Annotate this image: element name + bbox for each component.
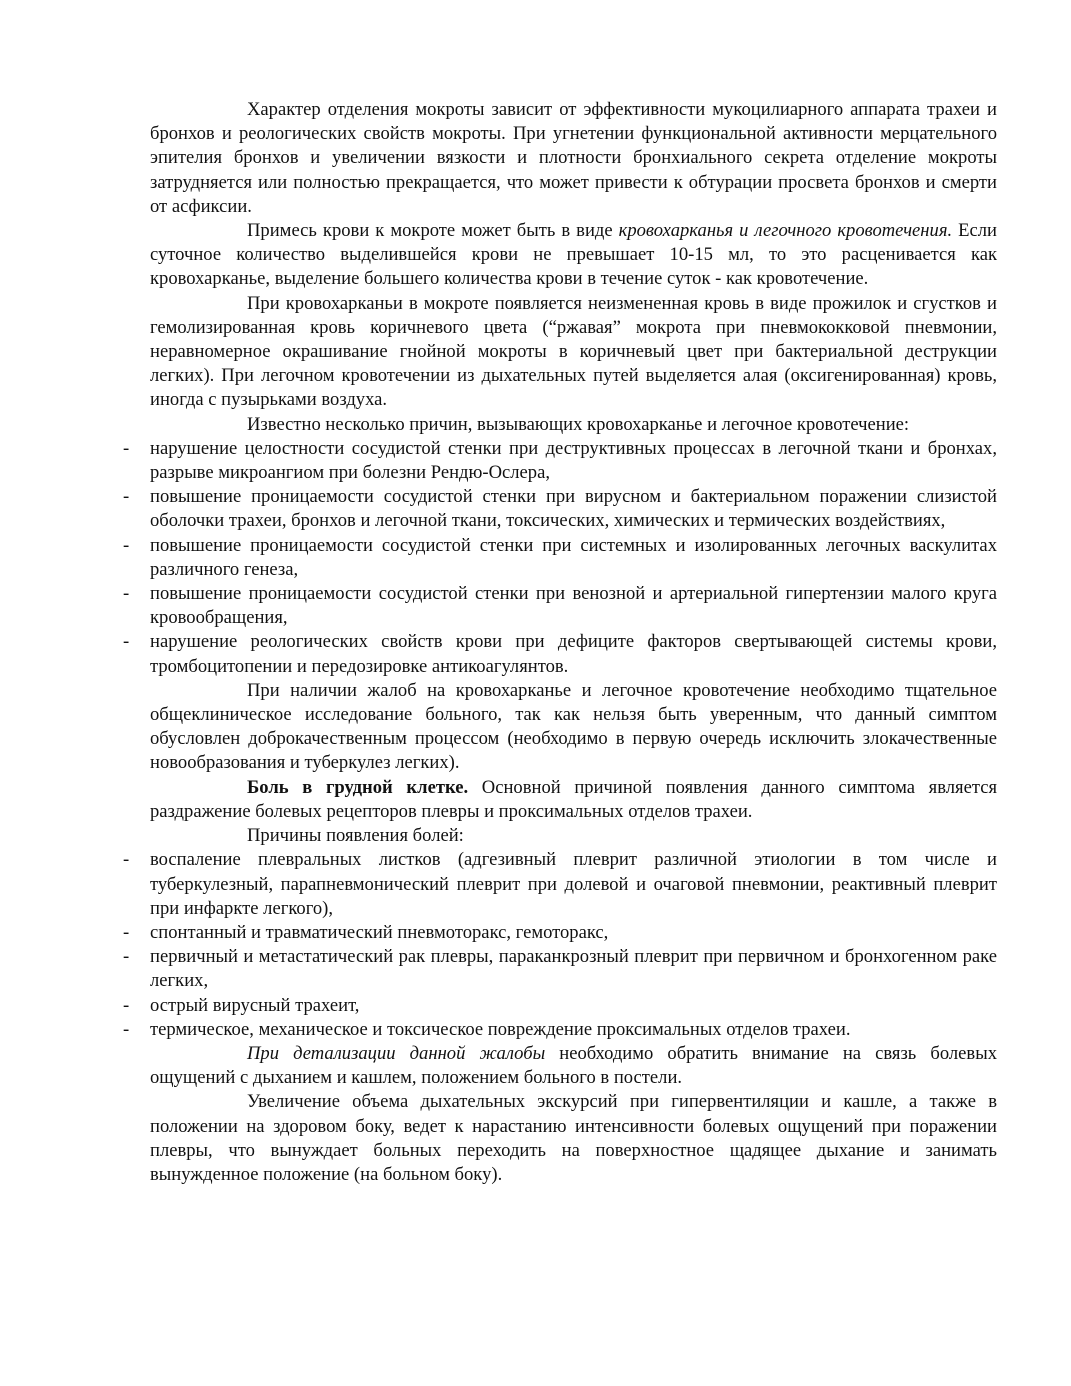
list-item xyxy=(123,534,997,582)
pain-causes-list xyxy=(123,848,997,1042)
list-item xyxy=(123,945,997,993)
paragraph-hemoptysis-description: При кровохарканьи в мокроте появляется неизмененная кровь в виде прожилок и сгустков и гемолизированная кровь коричневого цвета (“ржавая” мокрота при пневмококковой пневмонии, неравномерное окрашивание гнойной мокроты в коричневый цвет при бактериальной деструкции легких). При легочном кровотечении из дыхательных путей выделяется алая (оксигенированная) кровь, иногда с пузырьками воздуха. xyxy=(150,292,997,411)
list-item xyxy=(123,485,997,533)
paragraph-examination: При наличии жалоб на кровохарканье и легочное кровотечение необходимо тщательное общеклиническое исследование больного, так как нельзя быть уверенным, что данный симптом обусловлен доброкачественным процессом (необходимо в первую очередь исключить злокачественные новообразования и туберкулез легких). xyxy=(150,679,997,774)
list-item-text: повышение проницаемости сосудистой стенки при вирусном и бактериальном поражении слизистой оболочки трахеи, бронхов и легочной ткани, токсических, химических и термических воздействиях, xyxy=(150,486,997,532)
list-item-text: первичный и метастатический рак плевры, параканкрозный плеврит при первичном и бронхогенном раке легких, xyxy=(150,946,997,992)
list-item-text: спонтанный и травматический пневмоторакс, гемоторакс, xyxy=(150,921,609,943)
list-item xyxy=(123,921,997,945)
detailing-emphasis: При детализации данной жалобы xyxy=(247,1042,546,1064)
paragraph-blood-pre: Примесь крови к мокроте может быть в виде xyxy=(247,220,619,242)
list-item xyxy=(123,848,997,921)
list-item-text: термическое, механическое и токсическое повреждение проксимальных отделов трахеи. xyxy=(150,1018,851,1040)
list-item-text: острый вирусный трахеит, xyxy=(150,994,360,1016)
paragraph-causes-intro: Известно несколько причин, вызывающих кровохарканье и легочное кровотечение: xyxy=(247,413,910,435)
paragraph-breathing-excursion: Увеличение объема дыхательных экскурсий при гипервентиляции и кашле, а также в положении на здоровом боку, ведет к нарастанию интенсивности болевых ощущений при поражении плевры, что вынуждает больных переходить на поверхностное щадящее дыхание и занимать вынужденное положение (на больном боку). xyxy=(150,1091,997,1185)
list-item xyxy=(123,582,997,630)
paragraph-pain-causes-intro: Причины появления болей: xyxy=(247,825,464,847)
list-bullet: - xyxy=(123,583,130,605)
list-item xyxy=(123,630,997,678)
list-bullet: - xyxy=(123,849,130,871)
paragraph-blood-post: Если суточное количество выделившейся крови не превышает 10-15 мл, то это расценивается как кровохарканье, выделение большего количества крови в течение суток - как кровотечение. xyxy=(150,220,997,290)
document-page xyxy=(123,98,998,1187)
list-item-text: воспаление плевральных листков (адгезивный плеврит различной этиологии в том числе и туберкулезный, парапневмонический плеврит при долевой и очаговой пневмонии, реактивный плеврит при инфаркте легкого), xyxy=(150,849,997,919)
list-bullet: - xyxy=(123,437,130,459)
list-bullet: - xyxy=(123,534,130,556)
list-item-text: повышение проницаемости сосудистой стенки при венозной и артериальной гипертензии малого круга кровообращения, xyxy=(150,583,997,629)
chest-pain-heading: Боль в грудной клетке. xyxy=(247,776,469,798)
list-item-text: нарушение реологических свойств крови при дефиците факторов свертывающей системы крови, тромбоцитопении и передозировке антикоагулянтов. xyxy=(150,631,997,677)
list-item-text: нарушение целостности сосудистой стенки при деструктивных процессах в легочной ткани и бронхах, разрыве микроангиом при болезни Рендю-Ослера, xyxy=(150,437,997,484)
chest-pain-text: Основной причиной появления данного симптома является раздражение болевых рецепторов плевры и проксимальных отделов трахеи. xyxy=(150,776,998,822)
bleeding-causes-list xyxy=(123,437,997,679)
list-item xyxy=(123,437,997,485)
list-bullet: - xyxy=(123,486,130,508)
detailing-text: необходимо обратить внимание на связь болевых ощущений с дыханием и кашлем, положением больного в постели. xyxy=(150,1042,997,1089)
list-item xyxy=(123,994,997,1018)
paragraph-chest-pain xyxy=(150,776,997,824)
paragraph-blood-emphasis: кровохарканья и легочного кровотечения. xyxy=(618,220,953,242)
list-bullet: - xyxy=(123,946,130,968)
list-bullet: - xyxy=(123,921,130,943)
list-bullet: - xyxy=(123,631,130,653)
list-bullet: - xyxy=(123,994,130,1016)
list-item xyxy=(123,1018,997,1042)
paragraph-blood-admixture xyxy=(150,219,997,292)
list-item-text: повышение проницаемости сосудистой стенки при системных и изолированных легочных васкулитах различного генеза, xyxy=(150,534,997,580)
paragraph-detailing xyxy=(150,1042,997,1090)
list-bullet: - xyxy=(123,1018,130,1040)
paragraph-sputum-discharge: Характер отделения мокроты зависит от эффективности мукоцилиарного аппарата трахеи и бронхов и реологических свойств мокроты. При угнетении функциональной активности мерцательного эпителия бронхов и увеличении вязкости и плотности бронхиального секрета отделение мокроты затрудняется или полностью прекращается, что может привести к обтурации просвета бронхов и смерти от асфиксии. xyxy=(150,99,997,217)
